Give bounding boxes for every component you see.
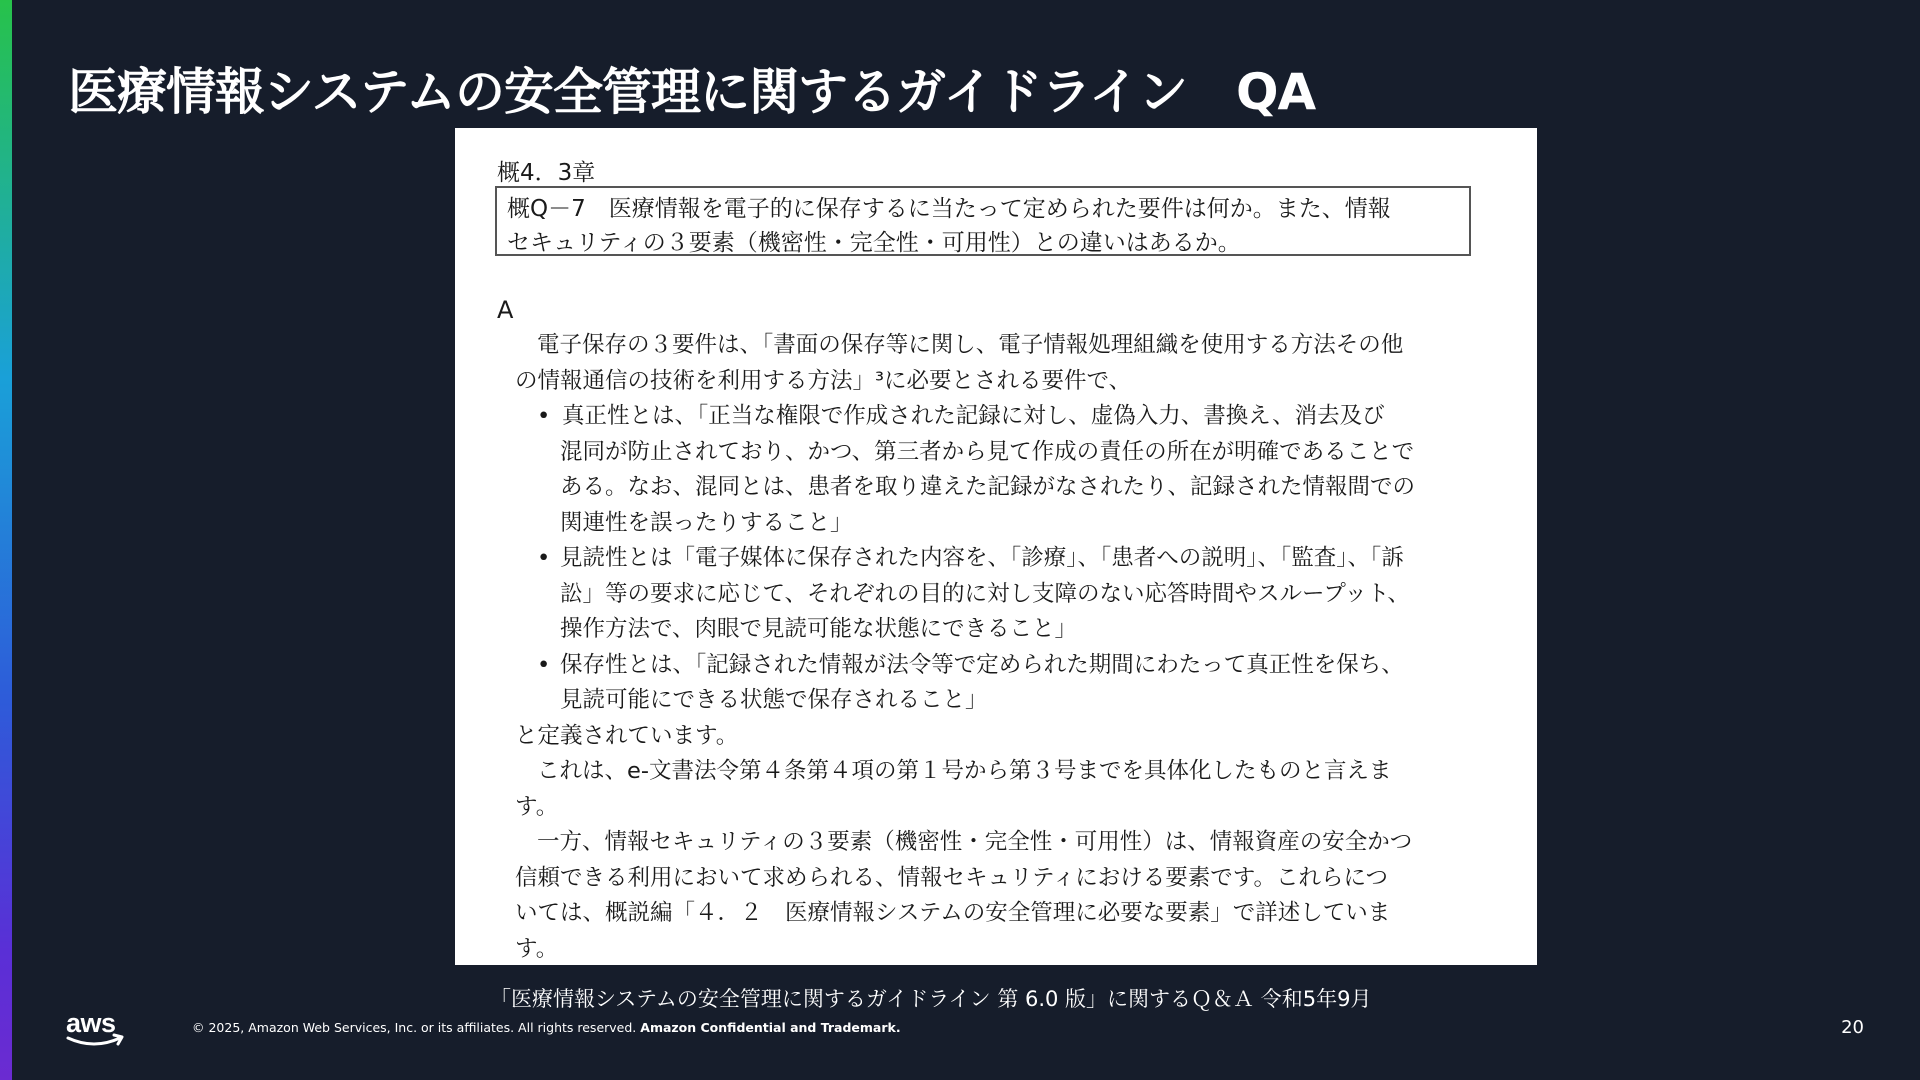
aws-smile-icon: [64, 1008, 128, 1050]
bullet-line: ある。なお、混同とは、患者を取り違えた記録がなされたり、記録された情報間での: [560, 474, 1416, 500]
paragraph-line: す。: [515, 793, 559, 820]
copyright-notice: [192, 1020, 901, 1035]
bullet-item: [515, 399, 1485, 435]
bullet-item: [515, 541, 1485, 577]
bullet-line: 保存性とは、「記録された情報が法令等で定められた期間にわたって真正性を保ち、: [560, 651, 1404, 678]
copyright-text: © 2025, Amazon Web Services, Inc. or its affiliates. All rights reserved.: [192, 1020, 637, 1035]
question-line: 概Q－7 医療情報を電子的に保存するに当たって定められた要件は何か。また、情報: [507, 196, 1391, 222]
bullet-line: 関連性を誤ったりすること」: [560, 509, 853, 536]
answer-marker: A: [497, 296, 514, 324]
slide-title: 医療情報システムの安全管理に関するガイドライン QA: [68, 63, 1316, 121]
paragraph-line: 一方、情報セキュリティの３要素（機密性・完全性・可用性）は、情報資産の安全かつ: [537, 829, 1413, 855]
bullet-line: 見読性とは「電子媒体に保存された内容を、「診療」、「患者への説明」、「監査」、「訴: [560, 545, 1404, 571]
paragraph-line: 信頼できる利用において求められる、情報セキュリティにおける要素です。これらにつ: [515, 864, 1389, 891]
paragraph-line: の情報通信の技術を利用する方法」³に必要とされる要件で、: [515, 367, 1132, 394]
bullet-item: [515, 648, 1485, 684]
answer-body: [515, 328, 1485, 967]
paragraph-line: 電子保存の３要件は、「書面の保存等に関し、電子情報処理組織を使用する方法その他: [537, 332, 1404, 358]
source-caption: 「医療情報システムの安全管理に関するガイドライン 第 6.0 版」に関するＱ＆Ａ 令和5年9月: [490, 987, 1372, 1011]
accent-gradient-bar: [0, 0, 12, 1080]
paragraph-line: と定義されています。: [515, 722, 739, 749]
paragraph-line: す。: [515, 935, 559, 962]
bullet-line: 見読可能にできる状態で保存されること」: [560, 687, 988, 713]
bullet-line: 訟」等の要求に応じて、それぞれの目的に対し支障のない応答時間やスループット、: [560, 580, 1410, 607]
bullet-line: 操作方法で、肉眼で見読可能な状態にできること」: [560, 616, 1078, 642]
document-image: [455, 128, 1537, 965]
page-number: 20: [1841, 1017, 1864, 1038]
paragraph-line: これは、e-文書法令第４条第４項の第１号から第３号までを具体化したものと言えま: [537, 758, 1392, 784]
question-box: [495, 186, 1471, 256]
confidential-text: Amazon Confidential and Trademark.: [640, 1020, 901, 1035]
aws-logo: [64, 1008, 128, 1050]
bullet-icon: •: [537, 651, 551, 678]
bullet-line: 混同が防止されており、かつ、第三者から見て作成の責任の所在が明確であることで: [560, 438, 1415, 465]
aws-logo-text: aws: [66, 1008, 116, 1038]
paragraph-line: いては、概説編「４．２ 医療情報システムの安全管理に必要な要素」で詳述していま: [515, 900, 1391, 926]
bullet-line: 真正性とは、「正当な権限で作成された記録に対し、虚偽入力、書換え、消去及び: [562, 403, 1385, 429]
bullet-icon: •: [537, 545, 551, 571]
chapter-label: 概4．3章: [497, 160, 596, 186]
question-line: セキュリティの３要素（機密性・完全性・可用性）との違いはあるか。: [507, 230, 1241, 256]
bullet-icon: •: [537, 403, 551, 429]
